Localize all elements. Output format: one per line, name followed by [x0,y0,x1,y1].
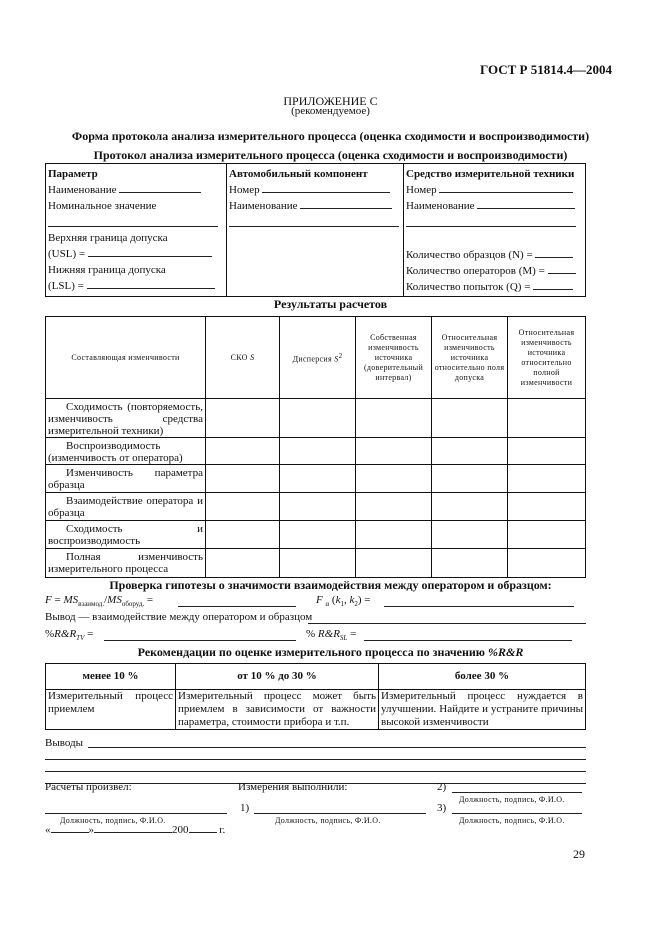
conclusions-line-2[interactable] [45,759,586,760]
results-head-component: Составляющая изменчивости [46,317,206,399]
rec-cell-high: Измерительный процесс нуждается в улучшении. Найдите и устраните причины высокой изменчивости [379,690,586,730]
cell-input[interactable] [356,465,432,493]
cell-input[interactable] [206,438,280,465]
cell-input[interactable] [432,521,508,549]
recommendations-title: Рекомендации по оценке измерительного процесса по значению %R&R [137,645,524,659]
measured-by-label: Измерения выполнили: [238,781,348,793]
signer-1-number: 1) [240,802,250,814]
component-head: Автомобильный компонент [229,168,368,180]
signer-2-caption: Должность, подпись, Ф.И.О. [459,795,565,804]
conclusions-label: Выводы [45,737,84,749]
cell-input[interactable] [432,399,508,438]
component-column [227,164,404,297]
cell-input[interactable] [508,521,586,549]
component-name-field[interactable] [300,208,392,209]
calc-by-field[interactable] [45,813,227,814]
row-label: Полная изменчивость измерительного процесса [46,549,206,578]
hypothesis-title: Проверка гипотезы о значимости взаимодействия между оператором и образцом: [109,578,552,592]
row-label: Взаимодействие оператора и образца [46,493,206,521]
cell-input[interactable] [280,438,356,465]
cell-input[interactable] [508,549,586,578]
conclusion-field[interactable] [308,623,586,624]
signer-3-number: 3) [437,802,447,814]
parameters-table [45,163,586,297]
signer-1-caption: Должность, подпись, Ф.И.О. [275,816,381,825]
row-label: Сходимость (повторяемость, изменчивость средства измерительной техники) [46,399,206,438]
component-name-label: Наименование [229,200,298,212]
recommendations-table [45,663,586,730]
cell-input[interactable] [356,549,432,578]
calc-by-caption: Должность, подпись, Ф.И.О. [60,816,166,825]
instrument-column [404,164,586,297]
cell-input[interactable] [432,493,508,521]
cell-input[interactable] [356,493,432,521]
param-name-field[interactable] [119,192,201,193]
param-nominal-label: Номинальное значение [48,200,157,212]
cell-input[interactable] [508,399,586,438]
date-line [45,824,225,836]
results-head-sko: СКО S [206,317,280,399]
instrument-name-field[interactable] [477,208,575,209]
results-head-tolerance: Относительная изменчивость источника относительно поля допуска [432,317,508,399]
date-close-quote: » [88,824,94,836]
cell-input[interactable] [432,438,508,465]
table-row [46,438,586,465]
signer-3-caption: Должность, подпись, Ф.И.О. [459,816,565,825]
conclusions-line-3[interactable] [45,771,586,772]
param-upper-label: Верхняя граница допуска [48,232,168,244]
cell-input[interactable] [206,493,280,521]
cell-input[interactable] [432,465,508,493]
row-label: Сходимость и воспроизводимость [46,521,206,549]
cell-input[interactable] [356,399,432,438]
page-number: 29 [573,847,585,861]
trials-label: Количество попыток (Q) = [406,281,531,293]
date-month-field[interactable] [94,832,172,833]
table-row [46,399,586,438]
cell-input[interactable] [508,465,586,493]
f-value-field[interactable] [178,606,296,607]
rr-sl-label: % $R\&R_{SL}$ = [306,628,357,643]
param-lsl-label: (LSL) = [48,280,84,292]
table-row [46,521,586,549]
results-head-dispersion: Дисперсия $S^2$ [280,317,356,399]
rec-cell-low: Измерительный процесс приемлем [46,690,176,730]
parameter-column [46,164,227,297]
rec-head-low: менее 10 % [46,664,176,690]
param-usl-field[interactable] [88,256,212,257]
date-year-suffix: г. [219,824,226,836]
table-row [46,493,586,521]
cell-input[interactable] [280,549,356,578]
conclusion-label: Вывод — взаимодействие между оператором и образцом [45,611,313,623]
table-row [46,549,586,578]
cell-input[interactable] [280,521,356,549]
results-head-total: Относительная изменчивость источника относительно полной изменчивости [508,317,586,399]
f-formula: $F = MS_{взаимод.}/MS_{оборуд.}$ = [45,594,154,609]
document-code: ГОСТ Р 51814.4—2004 [480,62,612,77]
cell-input[interactable] [206,549,280,578]
row-label: Воспроизводимость (изменчивость от оператора) [46,438,206,465]
cell-input[interactable] [508,438,586,465]
cell-input[interactable] [432,549,508,578]
component-extra-field[interactable] [229,214,399,227]
param-lsl-field[interactable] [87,288,215,289]
instrument-number-field[interactable] [439,192,573,193]
row-label: Изменчивость параметра образца [46,465,206,493]
results-head-own: Собственная изменчивость источника (доверительный интервал) [356,317,432,399]
rr-tv-label: $\%R\&R_{TV}$ = [45,628,94,643]
table-row [46,465,586,493]
param-name-label: Наименование [48,184,117,196]
instrument-head: Средство измерительной техники [406,168,575,180]
date-day-field[interactable] [51,832,89,833]
cell-input[interactable] [280,493,356,521]
cell-input[interactable] [508,493,586,521]
signer-3-field[interactable] [452,813,582,814]
rr-tv-field[interactable] [104,640,296,641]
operators-field[interactable] [548,273,576,274]
date-open-quote: « [45,824,51,836]
appendix-subtitle: (рекомендуемое) [291,105,370,117]
rr-sl-field[interactable] [364,640,572,641]
calc-by-label: Расчеты произвел: [45,781,132,793]
results-title: Результаты расчетов [273,297,388,311]
signer-1-field[interactable] [254,813,426,814]
component-number-label: Номер [229,184,260,196]
operators-label: Количество операторов (M) = [406,265,545,277]
instrument-name-label: Наименование [406,200,475,212]
signer-2-number: 2) [437,781,447,793]
protocol-title: Протокол анализа измерительного процесса (оценка сходимости и воспроизводимости) [93,148,568,162]
cell-input[interactable] [206,521,280,549]
samples-field[interactable] [535,257,573,258]
conclusions-line-1[interactable] [88,747,586,748]
cell-input[interactable] [206,465,280,493]
rec-cell-mid: Измерительный процесс может быть приемлем в зависимости от важности параметра, стоимости прибора и т.п. [176,690,379,730]
results-table [45,316,586,578]
instrument-extra-field[interactable] [406,214,576,227]
samples-label: Количество образцов (N) = [406,249,533,261]
param-nominal-field[interactable] [48,214,218,227]
cell-input[interactable] [280,399,356,438]
instrument-number-label: Номер [406,184,437,196]
trials-field[interactable] [533,289,573,290]
signer-2-field[interactable] [452,792,582,793]
cell-input[interactable] [356,521,432,549]
date-year-prefix: 200 [172,824,189,836]
cell-input[interactable] [356,438,432,465]
cell-input[interactable] [206,399,280,438]
appendix-title: ПРИЛОЖЕНИЕ С [283,94,378,108]
f-alpha-label: F $_\alpha$ ($k_1$, $k_2$) = [316,594,371,609]
param-lower-label: Нижняя граница допуска [48,264,166,276]
f-alpha-field[interactable] [384,606,574,607]
rec-head-mid: от 10 % до 30 % [176,664,379,690]
param-usl-label: (USL) = [48,248,86,260]
component-number-field[interactable] [262,192,390,193]
parameter-head: Параметр [48,168,98,180]
rec-head-high: более 30 % [379,664,586,690]
date-year-field[interactable] [189,832,217,833]
cell-input[interactable] [280,465,356,493]
form-title: Форма протокола анализа измерительного процесса (оценка сходимости и воспроизводимости) [71,129,590,143]
